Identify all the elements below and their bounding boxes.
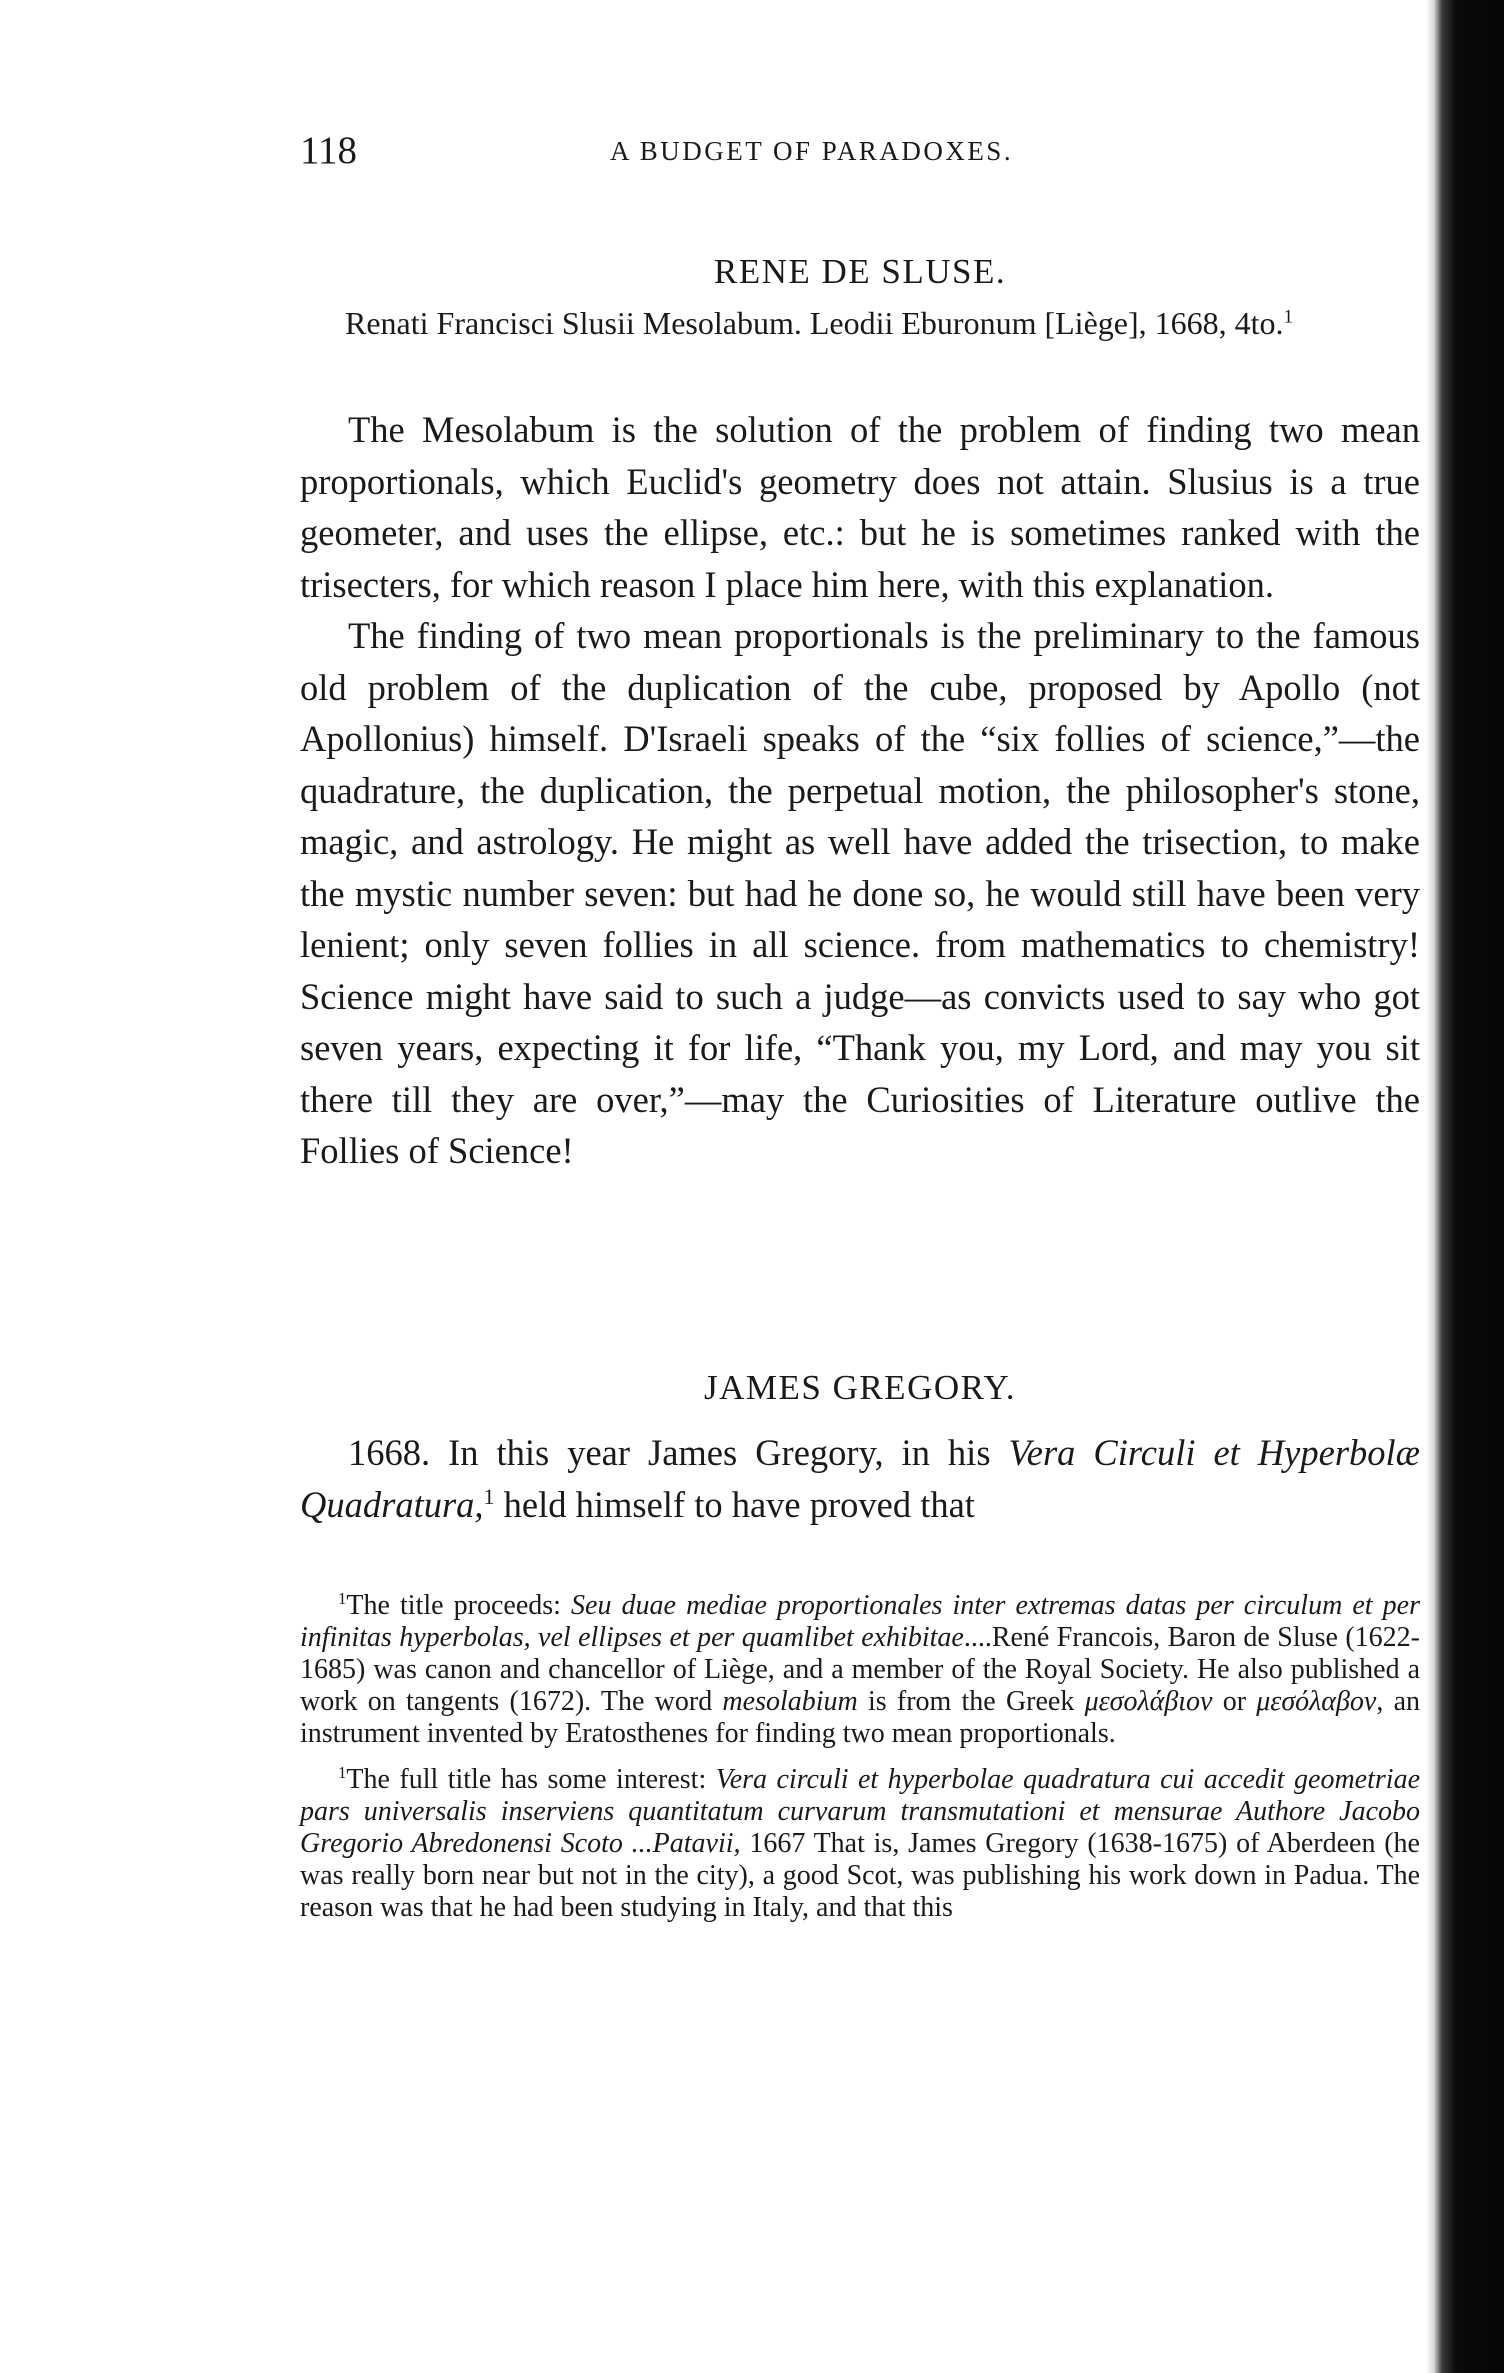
section-heading-sluse: RENE DE SLUSE. <box>713 252 1007 291</box>
footnote-italic: Seu duae mediae proportionales inter extremas datas per circulum et per infinitas hyperbolas, vel ellipses et per quamlibet exhibitae <box>300 1590 1421 1653</box>
paragraph: The Mesolabum is the solution of the problem of finding two mean proportionals, which Euclid's geometry does not attain. Slusius is a true geometer, and uses the ellipse, etc.: but he is sometimes ranked with the trisecters, for which reason I place him here, with this explanation. <box>300 409 1420 605</box>
footnote-marker: 1 <box>483 1483 495 1509</box>
footnotes <box>300 1590 1420 1938</box>
greek-word: μεσόλαβον <box>1256 1686 1377 1717</box>
body-sluse <box>300 404 1420 1177</box>
footnote-text: is from the Greek <box>857 1686 1085 1717</box>
page-header <box>300 128 1420 178</box>
work-title: Vera Circuli et Hyperbolæ Quadratura, <box>300 1432 1421 1525</box>
footnote-text: 1667 That is, James Gregory (1638-1675) of Aberdeen (he was really born near but not in the city), a good Scot, was publishing his work down in Padua. The reason was that he had been studying in Italy, and that this <box>300 1828 1420 1923</box>
citation-mesolabum <box>345 302 1420 344</box>
running-title: A BUDGET OF PARADOXES. <box>610 136 1014 166</box>
para-start: 1668. In this year James Gregory, in his <box>348 1432 1009 1473</box>
footnote-marker: 1 <box>338 1762 347 1782</box>
footnote-marker: 1 <box>1283 306 1294 328</box>
footnote-italic: Vera circuli et hyperbolae quadratura cui accedit geometriae pars universalis inserviens quantitatum curvarum transmutationi et mensurae Authore Jacobo Gregorio Abredonensi Scoto ...Patavii, <box>300 1764 1420 1859</box>
section-heading-gregory: JAMES GREGORY. <box>703 1368 1017 1407</box>
page-number: 118 <box>300 129 358 172</box>
body-gregory <box>300 1427 1420 1530</box>
paragraph: The finding of two mean proportionals is the preliminary to the famous old problem of the duplication of the cube, proposed by Apollo (not Apollonius) himself. D'Israeli speaks of the “six follies of science,”—the quadrature, the duplication, the perpetual motion, the philosopher's stone, magic, and astrology. He might as well have added the trisection, to make the mystic number seven: but had he done so, he would still have been very lenient; only seven follies in all science. from mathematics to chemistry! Science might have said to such a judge—as convicts used to say who got seven years, expecting it for life, “Thank you, my Lord, and may you sit there till they are over,”—may the Curiosities of Literature outlive the Follies of Science! <box>300 615 1420 1171</box>
citation-text: Renati Francisci Slusii Mesolabum. Leodii Eburonum [Liège], 1668, 4to. <box>345 305 1284 341</box>
para-end: held himself to have proved that <box>494 1483 975 1525</box>
footnote-italic: mesolabium <box>722 1686 858 1717</box>
footnote <box>300 1764 1420 1924</box>
page-edge-shadow <box>1426 0 1504 2373</box>
footnote-lead: The title proceeds: <box>346 1590 572 1621</box>
paragraph <box>300 1427 1420 1530</box>
footnote <box>300 1590 1420 1750</box>
greek-word: μεσολάβιον <box>1084 1686 1213 1717</box>
footnote-marker: 1 <box>338 1588 347 1608</box>
footnote-text: ....René Francois, Baron de Sluse (1622-1685) was canon and chancellor of Liège, and a member of the Royal Society. He also published a work on tangents (1672). The word <box>300 1622 1420 1717</box>
footnote-text: , an instrument invented by Eratosthenes for finding two mean proportionals. <box>300 1686 1420 1749</box>
footnote-lead: The full title has some interest: <box>346 1764 716 1795</box>
footnote-text: or <box>1212 1686 1257 1717</box>
